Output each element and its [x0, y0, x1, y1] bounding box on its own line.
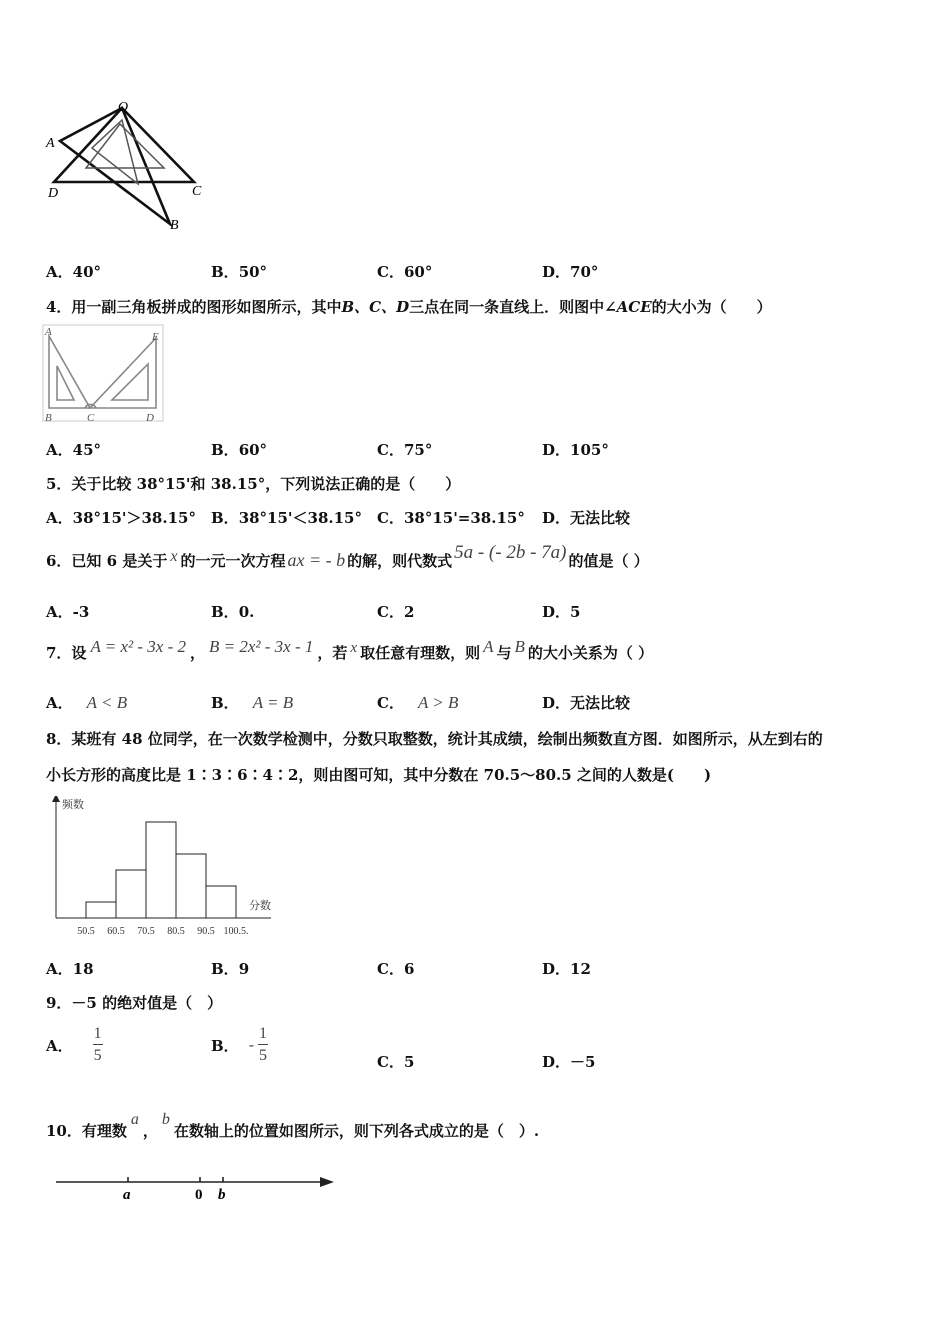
q6-option-c: C．2: [377, 603, 415, 621]
q4-label-c: C: [87, 412, 95, 424]
q3-option-a: A．40°: [46, 263, 102, 281]
q8-option-a: A．18: [46, 960, 94, 978]
q3-option-c: C．60°: [377, 263, 433, 281]
q3-label-a: A: [46, 136, 55, 151]
q10-stem: 10．有理数a，b在数轴上的位置如图所示，则下列各式成立的是（ ）.: [46, 1111, 540, 1140]
q4-triangle-left-inner: [57, 366, 74, 400]
q4-figure: [42, 324, 167, 424]
q4-label-b: B: [45, 412, 52, 424]
q8-stem-line1: 8．某班有 48 位同学，在一次数学检测中，分数只取整数，统计其成绩，绘制出频数直方图．如图所示，从左到右的: [46, 730, 823, 748]
q4-option-b: B．60°: [211, 441, 268, 459]
q3-figure: [42, 96, 222, 236]
x-tick-label: 100.5.: [223, 926, 249, 937]
q4-triangle-left: [49, 336, 90, 408]
q4-triangle-right-inner: [112, 364, 148, 400]
q4-label-d: D: [146, 412, 154, 424]
q9-option-d: D．－5: [542, 1053, 596, 1071]
q4-triangle-right: [90, 338, 156, 408]
label-b: b: [218, 1187, 226, 1203]
histogram-bar-4: [176, 854, 206, 918]
x-tick-label: 70.5: [137, 926, 155, 937]
q3-option-d: D．70°: [542, 263, 599, 281]
x-tick-label: 90.5: [197, 926, 215, 937]
q5-stem: 5．关于比较 38°15'和 38.15°，下列说法正确的是（ ）: [46, 475, 461, 493]
number-line-arrow-icon: [320, 1177, 334, 1187]
label-zero: 0: [195, 1187, 203, 1203]
q8-histogram: [46, 796, 286, 941]
q9-option-a: A． $\frac{1}{5}$: [46, 1024, 103, 1067]
q7-option-a: A． A < B: [46, 693, 128, 712]
x-tick-label: 50.5: [77, 926, 95, 937]
q5-option-c: C．38°15'=38.15°: [377, 509, 525, 527]
histogram-bar-5: [206, 886, 236, 918]
q4-label-e: E: [152, 331, 159, 343]
q9-option-b: B． - $\frac{1}{5}$: [211, 1024, 268, 1067]
q4-stem: 4．用一副三角板拼成的图形如图所示，其中B、C、D三点在同一条直线上．则图中∠ACE的大小为（ ）: [46, 298, 772, 316]
q8-option-b: B．9: [211, 960, 250, 978]
q9-option-c: C．5: [377, 1053, 415, 1071]
q3-label-b: B: [170, 218, 179, 233]
q7-option-c: C． A > B: [377, 693, 459, 712]
q3-label-c: C: [192, 184, 202, 199]
histogram-bar-3: [146, 822, 176, 918]
q6-option-a: A．-3: [46, 603, 90, 621]
q4-option-d: D．105°: [542, 441, 609, 459]
q8-option-d: D．12: [542, 960, 591, 978]
q6-option-d: D．5: [542, 603, 581, 621]
x-tick-label: 80.5: [167, 926, 185, 937]
q10-number-line: [52, 1170, 342, 1206]
q9-fraction-a: $\frac{1}{5}$: [93, 1025, 102, 1064]
q3-triangle-odc: [54, 108, 194, 182]
q5-option-d: D．无法比较: [542, 509, 631, 527]
q6-option-b: B．0.: [211, 603, 255, 621]
y-axis-label: 频数: [62, 799, 84, 811]
label-a: a: [123, 1187, 131, 1203]
q9-fraction-b: $\frac{1}{5}$: [259, 1025, 268, 1064]
q3-label-d: D: [48, 186, 59, 201]
q5-option-a: A．38°15'＞38.15°: [46, 509, 196, 527]
q8-stem-line2: 小长方形的高度比是 1∶3∶6∶4∶2，则由图可知，其中分数在 70.5～80.5 之间的人数是( ): [46, 766, 712, 784]
q6-stem: 6．已知 6 是关于 x 的一元一次方程 ax = - b 的解，则代数式 5a - (- 2b - 7a) 的值是（ ）: [46, 542, 649, 570]
x-tick-label: 60.5: [107, 926, 125, 937]
q7-option-b: B． A = B: [211, 693, 294, 712]
q4-label-a: A: [45, 326, 52, 338]
q3-label-o: O: [118, 100, 129, 115]
x-axis-label: 分数: [249, 900, 271, 912]
histogram-bar-2: [116, 870, 146, 918]
q9-stem: 9．－5 的绝对值是（ ）: [46, 994, 223, 1012]
q8-option-c: C．6: [377, 960, 415, 978]
q7-stem: 7．设 A = x² - 3x - 2 ， B = 2x² - 3x - 1 ，若 x 取任意有理数，则 A 与 B 的大小关系为（ ）: [46, 637, 654, 662]
histogram-bar-1: [86, 902, 116, 918]
q3-option-b: B．50°: [211, 263, 268, 281]
q4-option-c: C．75°: [377, 441, 433, 459]
q5-option-b: B．38°15'＜38.15°: [211, 509, 362, 527]
q4-option-a: A．45°: [46, 441, 102, 459]
q7-option-d: D．无法比较: [542, 694, 631, 712]
